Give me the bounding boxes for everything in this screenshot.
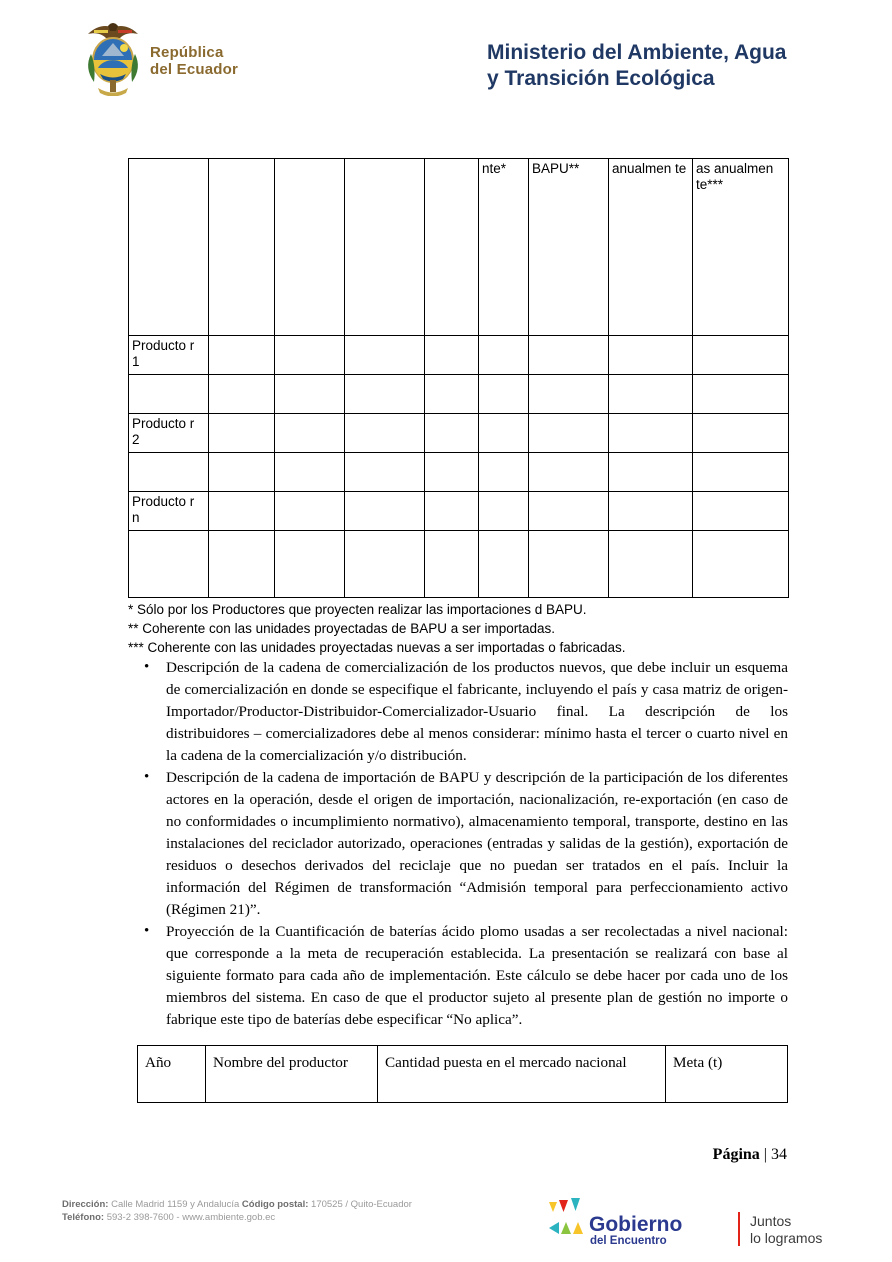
header-cell-4: [345, 159, 425, 336]
cell: [479, 531, 529, 598]
cell: [529, 375, 609, 414]
footer-postal-value: 170525 / Quito-Ecuador: [311, 1199, 412, 1210]
cell: [609, 531, 693, 598]
table-row: [129, 414, 789, 453]
cell: [345, 336, 425, 375]
bottom-header-productor: Nombre del productor: [206, 1046, 378, 1103]
cell: [275, 531, 345, 598]
cell: [345, 531, 425, 598]
cell: [529, 531, 609, 598]
cell: [609, 414, 693, 453]
page-number-value: 34: [771, 1146, 787, 1163]
gobierno-tagline: [750, 1213, 822, 1247]
footer-phone-value: 593-2 398-7600 - www.ambiente.gob.ec: [106, 1212, 276, 1223]
header-cell-3: [275, 159, 345, 336]
footer-address-label: Dirección:: [62, 1199, 109, 1210]
cell: [425, 531, 479, 598]
footer-address-value: Calle Madrid 1159 y Andalucía: [111, 1199, 240, 1210]
cell: [129, 531, 209, 598]
cell: [529, 453, 609, 492]
ministry-wordmark: [487, 40, 786, 92]
table-row: [129, 531, 789, 598]
cell: [609, 492, 693, 531]
gobierno-tagline-line1: Juntos: [750, 1213, 792, 1229]
cell: [129, 453, 209, 492]
list-item: • Descripción de la cadena de importación de BAPU y descripción de la participación de los diferentes actores en la operación, desde el origen de importación, nacionalización, re-exportación (en caso de no conformidades o incumplimiento normativo), almacenamiento temporal, transporte, destino en las instalaciones del reciclador autorizado, operaciones (entradas y salidas de la gestión), exportación de residuos o desechos derivados del reciclaje que no puedan ser tratados en el país. Incluir la información del Régimen de transformación “Admisión temporal para perfeccionamiento activo (Régimen 21)”.: [160, 767, 788, 921]
table-row: [129, 336, 789, 375]
cell: [425, 414, 479, 453]
cell: [275, 453, 345, 492]
bullet-list: [128, 657, 788, 1031]
cell: [693, 375, 789, 414]
projection-table: [128, 158, 789, 598]
cell: [345, 453, 425, 492]
cell: [275, 375, 345, 414]
cell: [275, 336, 345, 375]
page-number: [0, 1146, 892, 1164]
cell: [479, 492, 529, 531]
row-label-producer-2: Producto r 2: [129, 414, 209, 453]
footnote-3: *** Coherente con las unidades proyectadas nuevas a ser importadas o fabricadas.: [128, 640, 626, 655]
cell: [693, 414, 789, 453]
cell: [529, 492, 609, 531]
table-header-row: [138, 1046, 788, 1103]
footer-phone-label: Teléfono:: [62, 1212, 105, 1223]
cell: [209, 375, 275, 414]
footer-contact: [62, 1198, 412, 1224]
cell: [345, 492, 425, 531]
footer-postal-label: Código postal:: [241, 1199, 309, 1210]
republic-line2: del Ecuador: [150, 61, 239, 78]
cell: [479, 414, 529, 453]
cell: [529, 336, 609, 375]
cell: [693, 492, 789, 531]
header-cell-9: as anualmen te***: [693, 159, 789, 336]
cell: [209, 414, 275, 453]
cell: [693, 453, 789, 492]
cell: [609, 453, 693, 492]
cell: [209, 453, 275, 492]
gobierno-tagline-line2: lo logramos: [750, 1230, 823, 1246]
cell: [609, 336, 693, 375]
cell: [479, 453, 529, 492]
cell: [693, 336, 789, 375]
footnote-2: ** Coherente con las unidades proyectadas de BAPU a ser importadas.: [128, 621, 555, 636]
ministry-line2: y Transición Ecológica: [487, 67, 715, 90]
gobierno-chevrons-icon: [545, 1194, 589, 1242]
header-cell-6: nte*: [479, 159, 529, 336]
document-body: [128, 158, 788, 1103]
republic-line1: República: [150, 44, 224, 61]
cell: [529, 414, 609, 453]
header-cell-2: [209, 159, 275, 336]
cell: [479, 336, 529, 375]
document-footer: [0, 1188, 892, 1262]
cell: [693, 531, 789, 598]
cell: [209, 492, 275, 531]
ecuador-coat-of-arms-icon: [78, 18, 148, 96]
cell: [425, 375, 479, 414]
header-cell-8: anualmen te: [609, 159, 693, 336]
footnote-1: * Sólo por los Productores que proyecten realizar las importaciones d BAPU.: [128, 602, 587, 617]
table-row: [129, 492, 789, 531]
cell: [129, 375, 209, 414]
page-number-separator: |: [763, 1146, 767, 1163]
cell: [609, 375, 693, 414]
cell: [425, 453, 479, 492]
header-cell-7: BAPU**: [529, 159, 609, 336]
footnotes: [128, 600, 788, 657]
row-label-producer-1: Producto r 1: [129, 336, 209, 375]
page-number-label: Página: [712, 1146, 760, 1163]
gobierno-logo: [545, 1194, 845, 1254]
ministry-line1: Ministerio del Ambiente, Agua: [487, 41, 787, 64]
cell: [209, 336, 275, 375]
table-row: [129, 453, 789, 492]
cell: [479, 375, 529, 414]
gobierno-subtitle: del Encuentro: [590, 1235, 667, 1247]
header-cell-1: [129, 159, 209, 336]
republic-wordmark: [150, 44, 238, 78]
cell: [209, 531, 275, 598]
bottom-header-meta: Meta (t): [666, 1046, 788, 1103]
cell: [345, 375, 425, 414]
footer-address-line: [62, 1198, 412, 1211]
document-header: [0, 0, 892, 130]
gobierno-wordmark: Gobierno: [589, 1213, 683, 1236]
divider: [738, 1212, 740, 1246]
list-item: • Descripción de la cadena de comercialización de los productos nuevos, que debe incluir un esquema de comercialización en donde se especifique el fabricante, incluyendo el país y casa matriz de origen-Importador/Productor-Distribuidor-Comercializador-Usuario final. La descripción de los distribuidores – comercializadores debe al menos considerar: mínimo hasta el tercer o cuarto nivel en la cadena de la comercialización y/o distribución.: [160, 657, 788, 767]
list-item: • Proyección de la Cuantificación de baterías ácido plomo usadas a ser recolectadas a nivel nacional: que corresponde a la meta de recuperación establecida. La presentación se realizará con base al siguiente formato para cada año de implementación. Este cálculo se debe hacer por cada uno de los miembros del sistema. En caso de que el productor sujeto al presente plan de gestión no importe o fabrique este tipo de baterías debe especificar “No aplica”.: [160, 921, 788, 1031]
bottom-header-anio: Año: [138, 1046, 206, 1103]
cell: [345, 414, 425, 453]
cell: [275, 492, 345, 531]
footer-phone-line: [62, 1211, 412, 1224]
table-header-row: [129, 159, 789, 336]
table-row: [129, 375, 789, 414]
cell: [425, 336, 479, 375]
cell: [425, 492, 479, 531]
quantification-table: [137, 1045, 788, 1103]
row-label-producer-n: Producto r n: [129, 492, 209, 531]
bottom-header-cantidad: Cantidad puesta en el mercado nacional: [378, 1046, 666, 1103]
cell: [275, 414, 345, 453]
header-cell-5: [425, 159, 479, 336]
